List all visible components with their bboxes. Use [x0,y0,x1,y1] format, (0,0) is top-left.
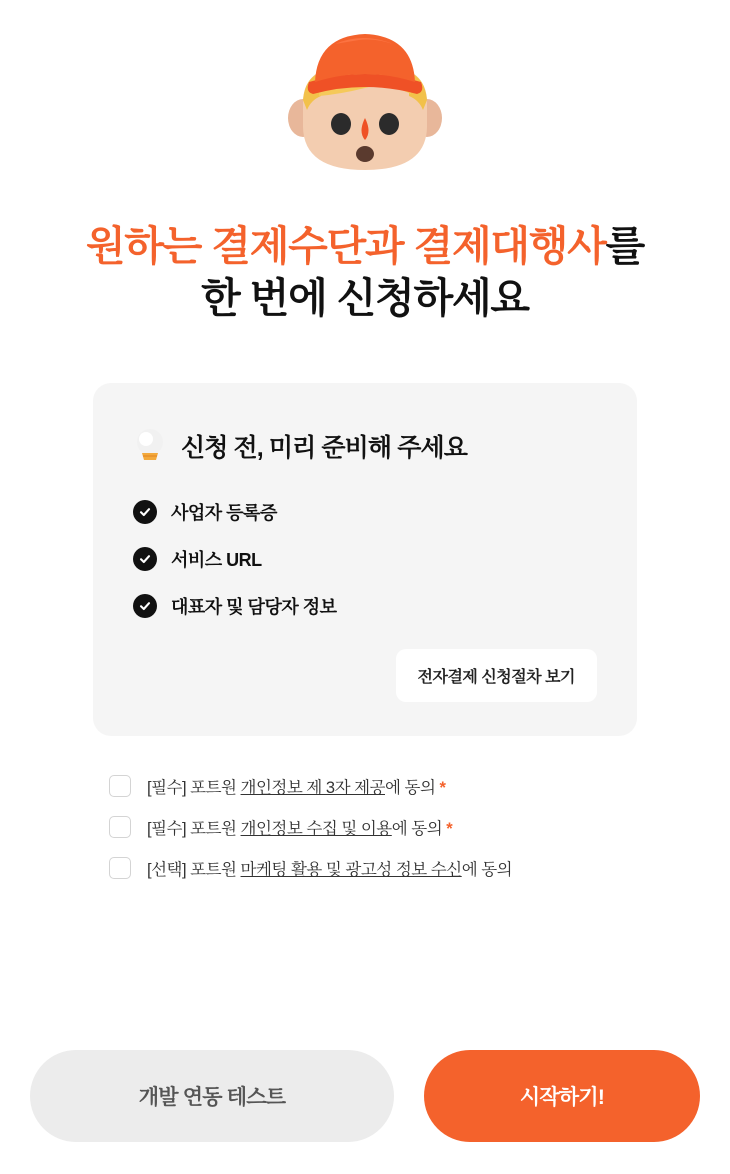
preparation-checklist [133,499,597,619]
agreement-row-privacy[interactable] [109,815,637,839]
payment-guide-button[interactable]: 전자결제 신청절차 보기 [396,649,597,702]
agreement-link-third-party[interactable]: 개인정보 제 3자 제공 [240,778,385,797]
agreement-link-marketing[interactable]: 마케팅 활용 및 광고성 정보 수신 [240,860,462,879]
list-item [133,546,597,572]
agreement-label-marketing: [선택] 포트원 마케팅 활용 및 광고성 정보 수신에 동의 [147,860,513,879]
light-bulb-icon [133,427,167,465]
preparation-card-title: 신청 전, 미리 준비해 주세요 [181,433,467,462]
dev-integration-test-button[interactable]: 개발 연동 테스트 [30,1050,394,1142]
boy-with-cap-emoji [275,22,455,182]
page-title [35,220,695,325]
guide-button-row [133,649,597,702]
start-button[interactable]: 시작하기! [424,1050,700,1142]
preparation-card [93,383,637,736]
preparation-card-header [133,427,597,465]
page-title-tail: 를 [605,223,645,269]
page-title-line2: 한 번에 신청하세요 [201,275,529,322]
checkbox-marketing[interactable] [109,857,131,879]
agreement-list [93,774,637,880]
page-title-accent: 원하는 결제수단과 결제대행사 [85,223,606,269]
agreement-label-third-party: [필수] 포트원 개인정보 제 3자 제공에 동의 * [147,778,446,797]
agreement-row-marketing[interactable] [109,856,637,880]
required-mark: * [446,819,453,838]
checklist-label: 대표자 및 담당자 정보 [171,596,337,617]
agreement-label-privacy: [필수] 포트원 개인정보 수집 및 이용에 동의 * [147,819,453,838]
agreement-link-privacy[interactable]: 개인정보 수집 및 이용 [240,819,392,838]
check-circle-icon [133,500,157,524]
mascot-illustration [275,22,455,182]
checklist-label: 사업자 등록증 [171,502,277,523]
check-circle-icon [133,594,157,618]
agreement-row-third-party[interactable] [109,774,637,798]
required-mark: * [439,778,446,797]
footer-actions [30,1050,700,1142]
check-circle-icon [133,547,157,571]
list-item [133,593,597,619]
checkbox-privacy[interactable] [109,816,131,838]
checkbox-third-party[interactable] [109,775,131,797]
checklist-label: 서비스 URL [171,549,262,570]
list-item [133,499,597,525]
